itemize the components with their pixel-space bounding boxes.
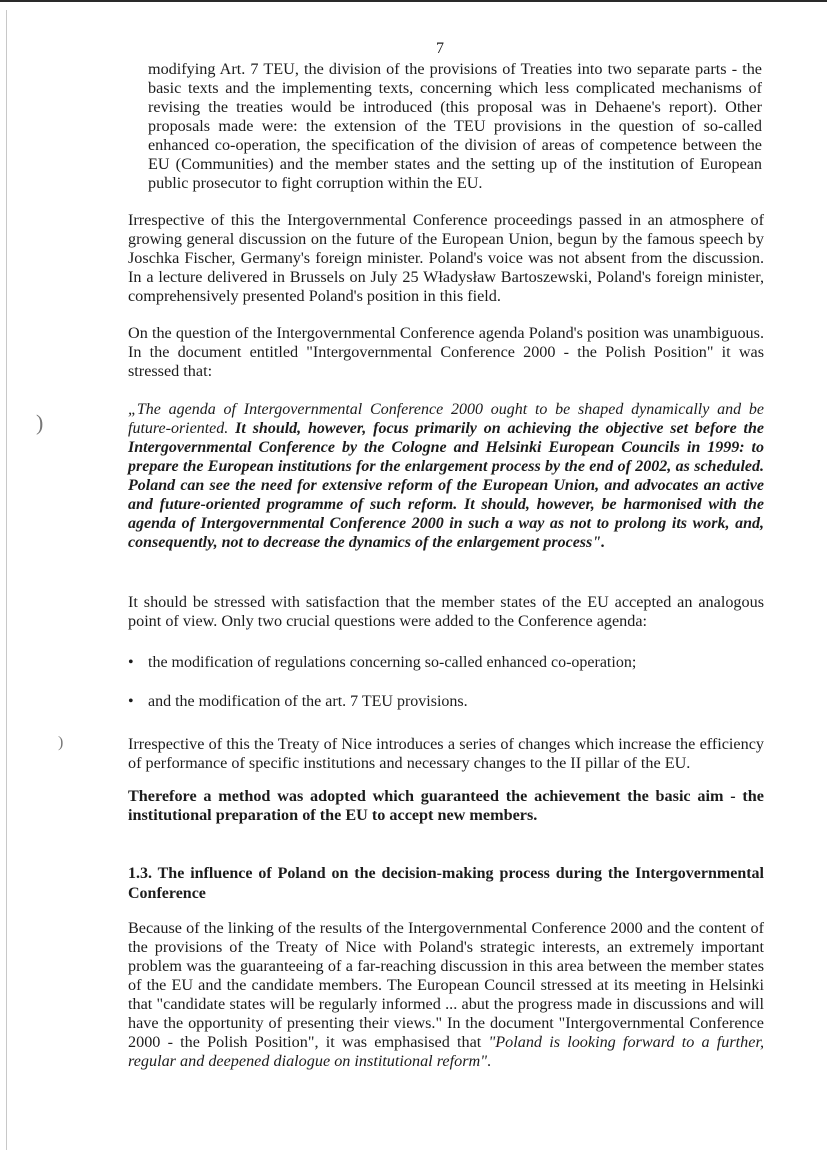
paragraph-linking-quote: "Poland is looking forward to a further, regular and deepened dialogue on institutional reform" — [128, 1033, 765, 1070]
scan-edge-top — [0, 0, 827, 6]
bullet-icon: • — [128, 693, 134, 710]
paragraph-linking — [128, 919, 764, 1071]
margin-punch-mark: ) — [36, 410, 44, 435]
list-item-text: the modification of regulations concerning so-called enhanced co-operation; — [148, 654, 637, 671]
paragraph-satisfaction: It should be stressed with satisfaction that the member states of the EU accepted an analogous point of view. Only two crucial questions were added to the Conference agenda: — [128, 593, 764, 630]
paragraph-discussion: Irrespective of this the Intergovernmental Conference proceedings passed in an atmosphere of growing general discussion on the future of the European Union, begun by the famous speech by Joschka Fischer, Germany's foreign minister. Poland's voice was not absent from the discussion. In a lecture delivered in Brussels on July 25 Władysław Bartoszewski, Poland's foreign minister, comprehensively presented Poland's position in this field. — [128, 211, 764, 305]
quote-bold-text: It should, however, focus primarily on achieving the objective set before the Intergovernmental Conference by the Cologne and Helsinki European Councils in 1999: to prepare the European institutions for the enlargement process by the end of 2002, as scheduled. Poland can see the need for extensive reform of the European Union, and advocates an active and future-oriented programme of such reform. It should, however, be harmonised with the agenda of Intergovernmental Conference 2000 in such a way as not to prolong its work, and, consequently, not to decrease the dynamics of the enlargement process". — [128, 420, 764, 551]
list-item — [128, 692, 768, 711]
bullet-icon: • — [128, 654, 134, 671]
paragraph-linking-end: . — [487, 1052, 492, 1070]
paragraph-treaty-of-nice: Irrespective of this the Treaty of Nice introduces a series of changes which increase the efficiency of performance of specific institutions and necessary changes to the II pillar of the EU. — [128, 735, 764, 772]
margin-punch-mark: ) — [58, 734, 64, 751]
paragraph-agenda-position: On the question of the Intergovernmental Conference agenda Poland's position was unambiguous. In the document entitled "Intergovernmental Conference 2000 - the Polish Position" it was stressed that: — [128, 324, 764, 380]
quote-italic-text: „The agenda of Intergovernmental Conference 2000 ought to be shaped dynamically and be future-oriented. — [128, 401, 764, 437]
list-item-text: and the modification of the art. 7 TEU provisions. — [148, 693, 468, 710]
page-number: 7 — [436, 40, 444, 57]
scan-edge-left — [6, 10, 7, 1150]
paragraph-method-adopted: Therefore a method was adopted which guaranteed the achievement the basic aim - the institutional preparation of the EU to accept new members. — [128, 787, 764, 824]
block-quote — [128, 400, 764, 552]
paragraph-linking-text: Because of the linking of the results of the Intergovernmental Conference 2000 and the content of the provisions of the Treaty of Nice with Poland's strategic interests, an extremely important problem was the guaranteeing of a far-reaching discussion in this area between the member states of the EU and the candidate members. The European Council stressed at its meeting in Helsinki that "candidate states will be regularly informed ... abut the progress made in discussions and will have the opportunity of presenting their views." In the document "Intergovernmental Conference 2000 - the Polish Position", it was emphasised that — [128, 919, 764, 1051]
section-heading: 1.3. The influence of Poland on the decision-making process during the Intergovernmental Conference — [128, 865, 764, 902]
paragraph-continued: modifying Art. 7 TEU, the division of the provisions of Treaties into two separate parts - the basic texts and the implementing texts, concerning which less complicated mechanisms of revising the treaties would be introduced (this proposal was in Dehaene's report). Other proposals made were: the extension of the TEU provisions in the question of so-called enhanced co-operation, the specification of the division of areas of competence between the EU (Communities) and the member states and the setting up of the institution of European public prosecutor to fight corruption within the EU. — [148, 60, 762, 192]
list-item — [128, 653, 768, 672]
